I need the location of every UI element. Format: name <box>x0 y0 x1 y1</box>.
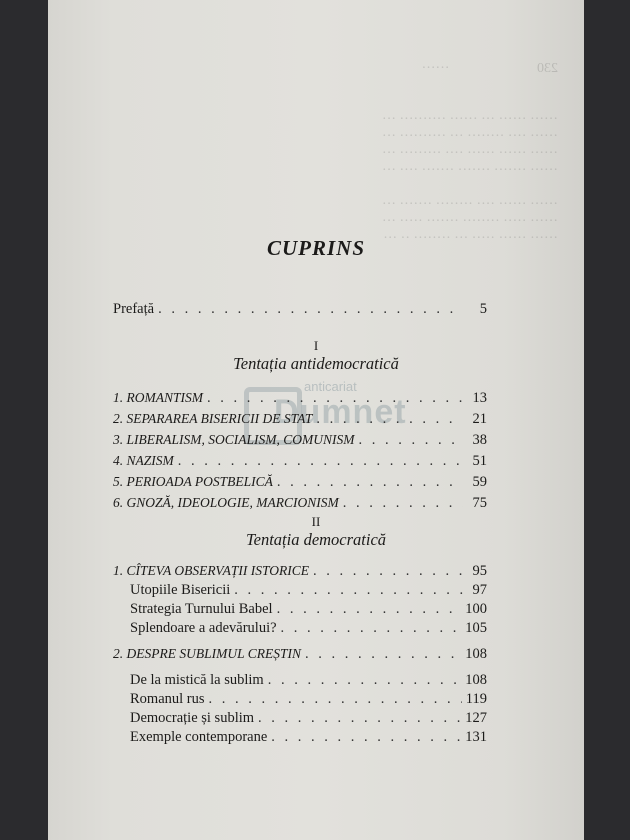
toc-entry-section <box>130 581 487 599</box>
toc-label: Utopiile Bisericii <box>130 582 231 598</box>
toc-label: 1. CÎTEVA OBSERVAȚII ISTORICE <box>113 563 309 578</box>
leader-dots <box>209 690 462 708</box>
toc-label: 2. DESPRE SUBLIMUL CREȘTIN <box>113 646 301 661</box>
toc-entry-section <box>130 728 487 746</box>
leader-dots <box>277 473 463 491</box>
leader-dots <box>358 431 463 449</box>
toc-entry-chapter <box>113 410 487 428</box>
leader-dots <box>158 300 463 318</box>
toc-page-number: 51 <box>472 453 487 469</box>
toc-entry-section <box>130 600 487 618</box>
part-title: Tentația democratică <box>245 530 387 549</box>
toc-label: De la mistică la sublim <box>130 672 264 688</box>
toc-page-number: 21 <box>472 411 487 427</box>
book-page <box>48 0 584 840</box>
toc-entry-section <box>130 671 487 689</box>
leader-dots <box>258 709 461 727</box>
part-numeral: II <box>311 514 321 529</box>
toc-page-number: 105 <box>465 620 487 636</box>
toc-entry-chapter <box>113 473 487 491</box>
toc-label: 2. SEPARAREA BISERICII DE STAT <box>113 411 313 426</box>
toc-entry-section <box>130 619 487 637</box>
toc-page-number: 100 <box>465 601 487 617</box>
toc-label: 4. NAZISM <box>113 453 174 468</box>
leader-dots <box>305 645 461 663</box>
toc-label: Romanul rus <box>130 691 205 707</box>
leader-dots <box>277 600 462 618</box>
leader-dots <box>313 562 463 580</box>
leader-dots <box>178 452 463 470</box>
leader-dots <box>281 619 462 637</box>
leader-dots <box>234 581 463 599</box>
toc-page-number: 108 <box>465 646 487 662</box>
toc-page-number: 95 <box>472 563 487 579</box>
toc-page-number: 13 <box>472 390 487 406</box>
leader-dots <box>207 389 463 407</box>
toc-entry-section <box>130 709 487 727</box>
toc-entry-chapter <box>113 494 487 512</box>
toc-page-number: 127 <box>465 710 487 726</box>
leader-dots <box>271 728 461 746</box>
toc-page-number: 108 <box>465 672 487 688</box>
toc-page-number: 59 <box>472 474 487 490</box>
leader-dots <box>343 494 463 512</box>
toc-entry-chapter <box>113 562 487 580</box>
show-through-text: 230 ······ ······ ······ ··· ······ ·········· ··· ······ ···· ········ ··· ·········· ··· ······ ······ ······ ···· ········· ··· ······ ······· ······· ······· ···· ··· ······ ······ ···· ········ ······· ··· ······ ····· ········ ······· ····· ··· ······ ······ ····· ··· ········ ·· ··· <box>381 61 558 246</box>
toc-entry-chapter <box>113 389 487 407</box>
toc-page-number: 75 <box>472 495 487 511</box>
toc-label: Splendoare a adevărului? <box>130 620 277 636</box>
toc-label: Exemple contemporane <box>130 729 268 745</box>
toc-page-number: 97 <box>472 582 487 598</box>
toc-entry-chapter <box>113 645 487 663</box>
toc-entry-preface <box>113 300 487 318</box>
part-title: Tentația antidemocratică <box>233 354 399 373</box>
toc-label: 1. ROMANTISM <box>113 390 203 405</box>
toc-entry-section <box>130 690 487 708</box>
toc-page-number: 131 <box>465 729 487 745</box>
toc-label: 6. GNOZĂ, IDEOLOGIE, MARCIONISM <box>113 495 339 510</box>
toc-entry-chapter <box>113 452 487 470</box>
toc-label: 5. PERIOADA POSTBELICĂ <box>113 474 273 489</box>
leader-dots <box>316 410 463 428</box>
watermark-small-text: anticariat <box>304 379 357 394</box>
toc-label: Democrație și sublim <box>130 710 255 726</box>
toc-label: Strategia Turnului Babel <box>130 601 273 617</box>
watermark-big-text: Dumnet <box>274 393 407 431</box>
toc-label: 3. LIBERALISM, SOCIALISM, COMUNISM <box>113 432 355 447</box>
page-title: CUPRINS <box>266 236 366 260</box>
toc-page-number: 5 <box>479 301 487 317</box>
toc-entry-chapter <box>113 431 487 449</box>
part-numeral: I <box>313 338 319 353</box>
toc-page-number: 38 <box>472 432 487 448</box>
toc-label: Prefață <box>113 301 155 317</box>
leader-dots <box>268 671 462 689</box>
toc-page-number: 119 <box>465 691 487 707</box>
